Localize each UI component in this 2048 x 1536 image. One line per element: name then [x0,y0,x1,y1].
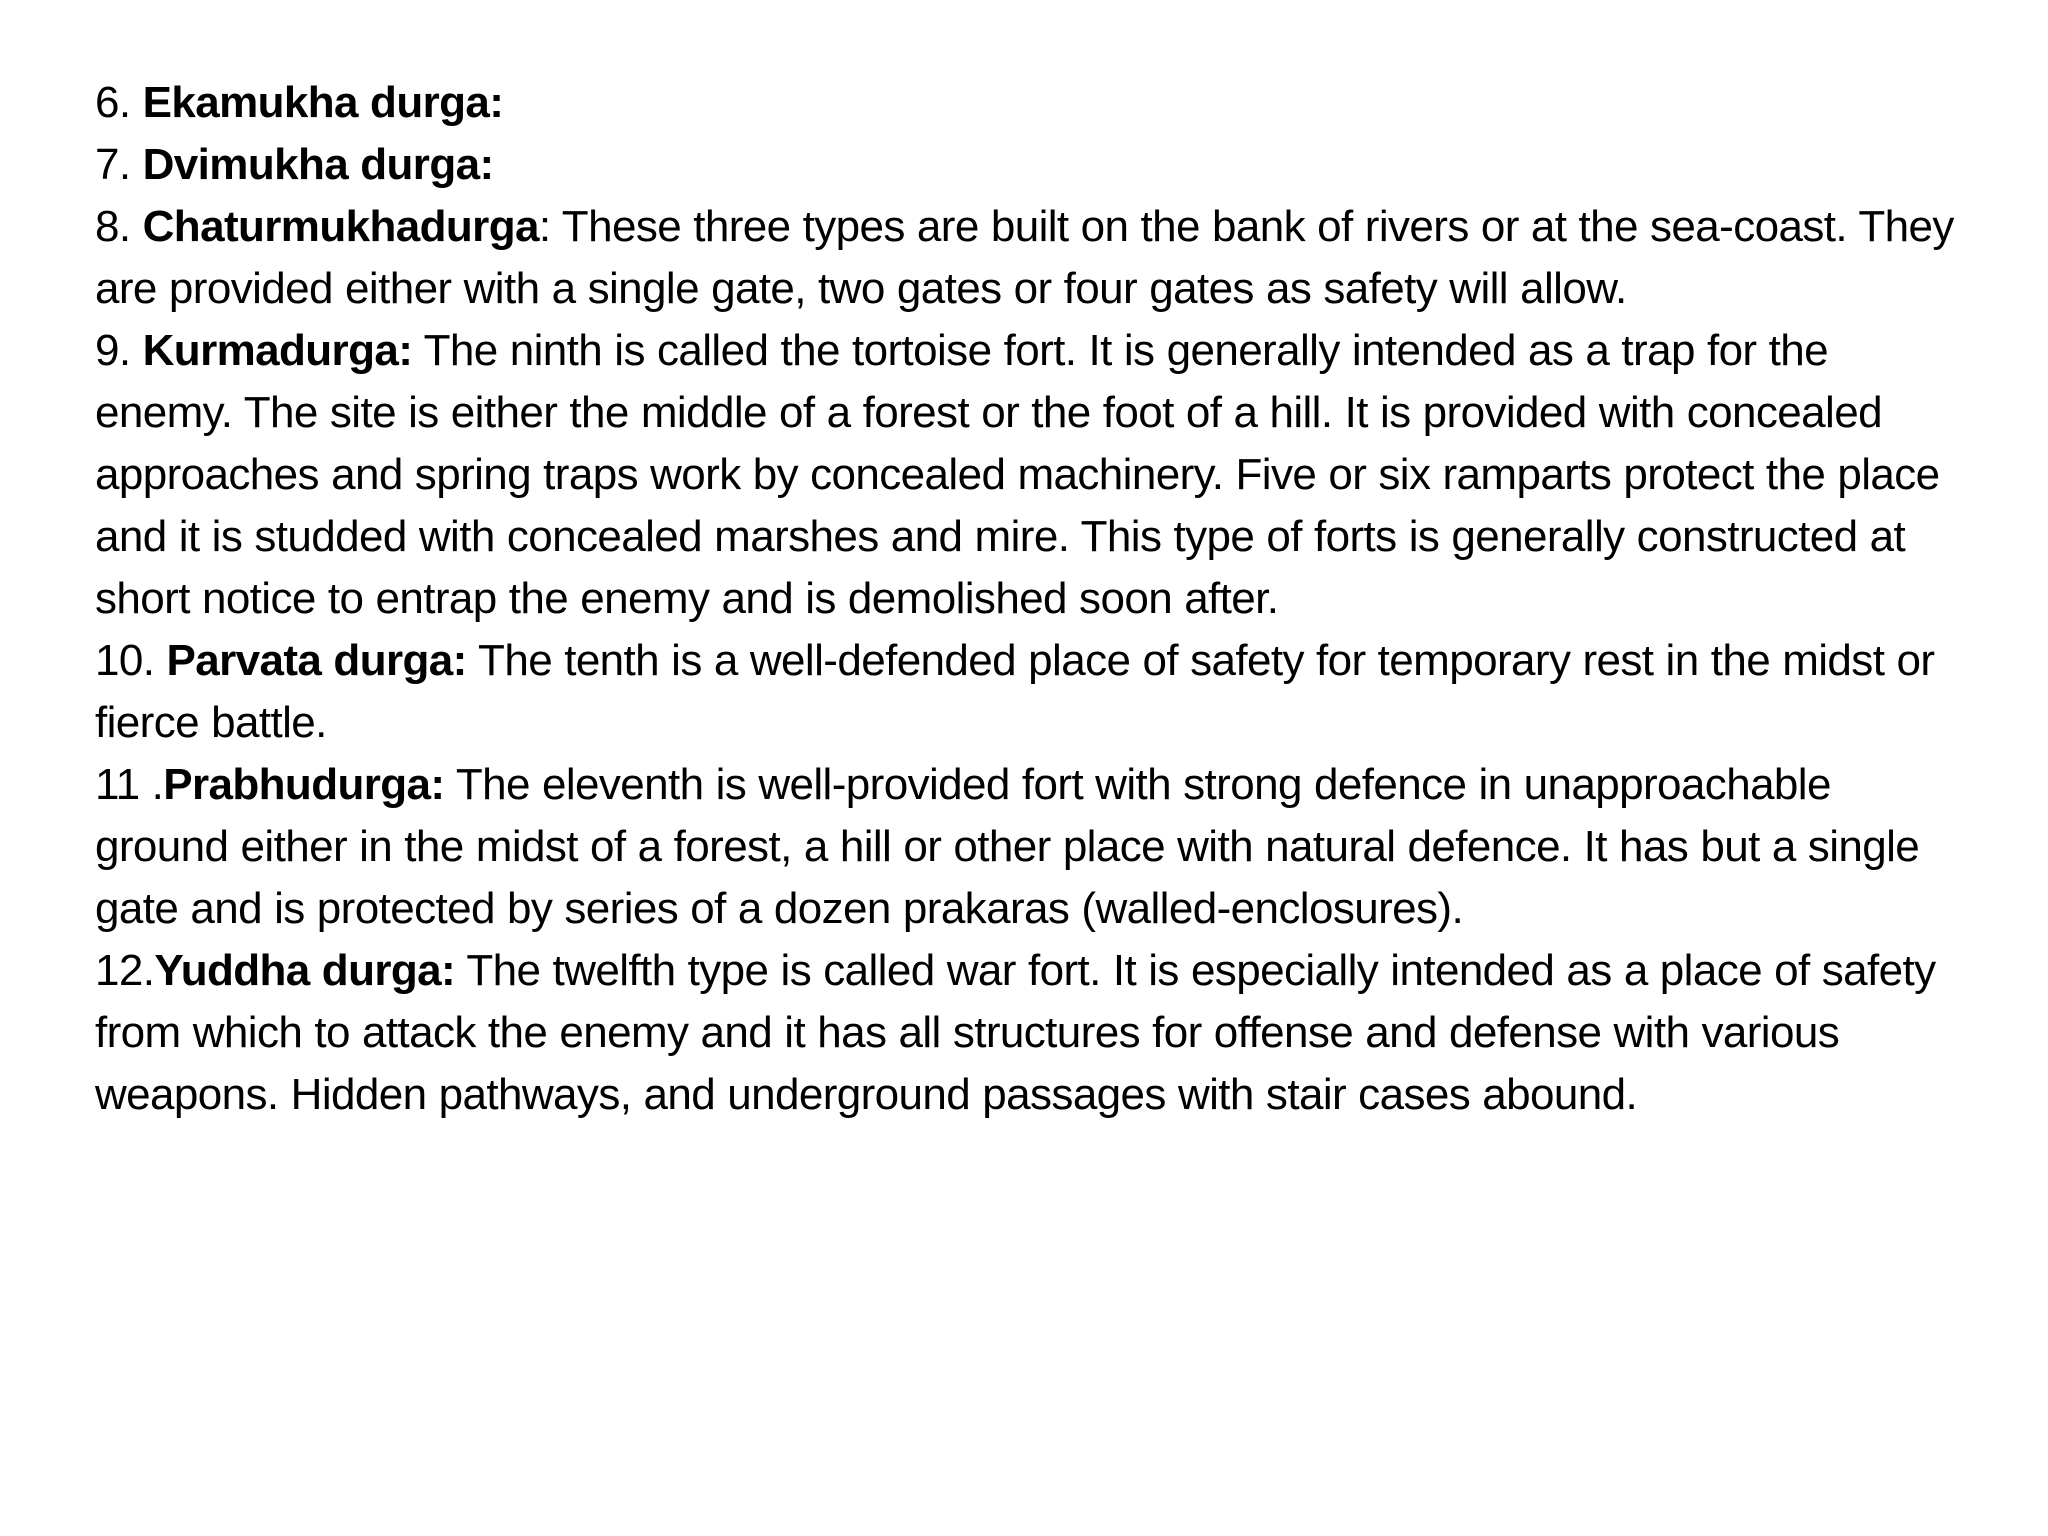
item-term: Yuddha durga: [154,946,456,995]
item-description: The twelfth type is called war fort. It is especially intended as a place of safety from which to attack the enemy and it has all structures for offense and defense with various weapons. Hidden pathways, and underground passages with stair cases abound. [95,946,1936,1119]
item-term: Dvimukha durga: [142,140,494,189]
item-term: Ekamukha durga: [142,78,504,127]
item-number: 8. [95,202,143,251]
list-item-dvimukha-durga [95,134,1975,196]
item-number: 9. [95,326,143,375]
item-term: Prabhudurga: [163,760,445,809]
list-item-prabhudurga [95,754,1975,940]
item-term: Chaturmukhadurga [142,202,539,251]
item-number: 6. [95,78,143,127]
list-item-yuddha-durga [95,940,1975,1126]
item-description: The ninth is called the tortoise fort. It is generally intended as a trap for the enemy. The site is either the middle of a forest or the foot of a hill. It is provided with concealed approaches and spring traps work by concealed machinery. Five or six ramparts protect the place and it is studded with concealed marshes and mire. This type of forts is generally constructed at short notice to entrap the enemy and is demolished soon after. [95,326,1940,623]
item-description: : These three types are built on the bank of rivers or at the sea-coast. They are provided either with a single gate, two gates or four gates as safety will allow. [95,202,1954,313]
slide-body-text [95,72,1975,1126]
list-item-chaturmukhadurga [95,196,1975,320]
item-term: Parvata durga: [166,636,467,685]
list-item-ekamukha-durga [95,72,1975,134]
list-item-parvata-durga [95,630,1975,754]
item-number: 7. [95,140,143,189]
item-term: Kurmadurga: [142,326,413,375]
item-number: 12. [95,946,155,995]
item-description: The eleventh is well-provided fort with strong defence in unapproachable ground either in the midst of a forest, a hill or other place with natural defence. It has but a single gate and is protected by series of a dozen prakaras (walled-enclosures). [95,760,1920,933]
item-description: The tenth is a well-defended place of safety for temporary rest in the midst or fierce battle. [95,636,1935,747]
item-number: 10. [95,636,167,685]
item-number: 11 . [95,760,164,809]
list-item-kurmadurga [95,320,1975,630]
